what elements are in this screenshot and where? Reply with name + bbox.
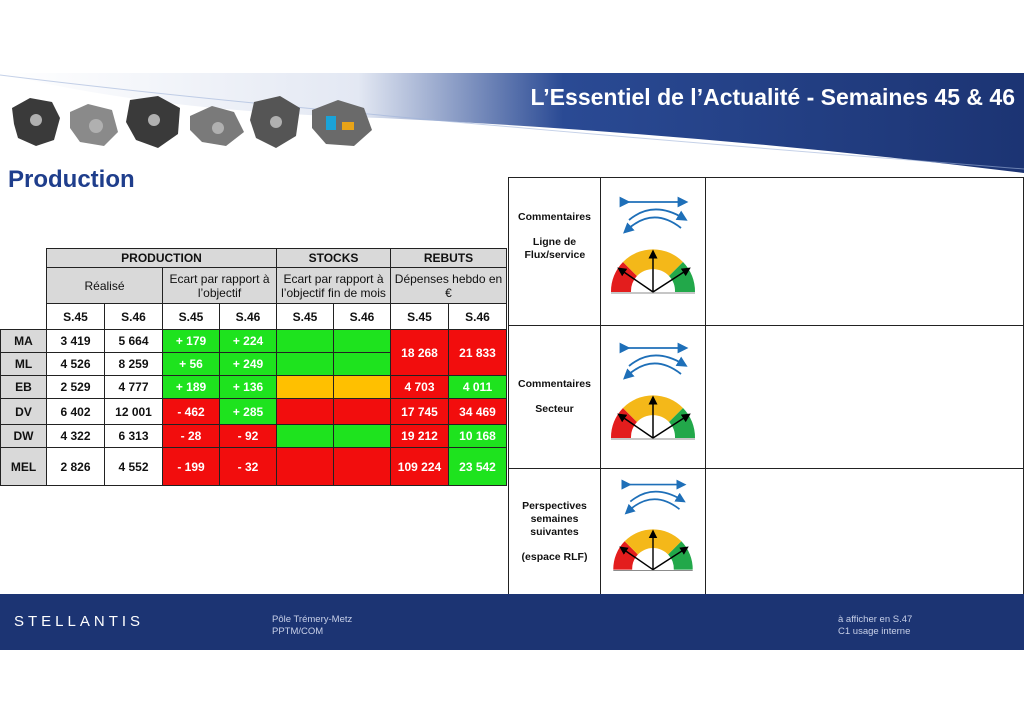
table-row: [1, 376, 507, 399]
comment-input-area[interactable]: [706, 326, 1024, 469]
comments-label: [509, 326, 601, 469]
footer-site: [272, 614, 352, 638]
depense-cell: 17 745: [391, 399, 449, 425]
realise-cell: 2 826: [47, 448, 105, 486]
ecart-cell: + 56: [163, 353, 220, 376]
stellantis-logo: STELLANTIS: [14, 613, 145, 630]
production-table: [0, 248, 507, 486]
ecart-cell: + 136: [220, 376, 277, 399]
label-line: Commentaires: [518, 211, 591, 223]
depense-cell: 109 224: [391, 448, 449, 486]
ecart-cell: - 92: [220, 425, 277, 448]
sub-depenses-hebdo: Dépenses hebdo en €: [391, 268, 507, 304]
row-label: DW: [1, 425, 47, 448]
gauge-icon: [607, 340, 699, 450]
depense-cell: 19 212: [391, 425, 449, 448]
depense-cell: 18 268: [391, 330, 449, 376]
table-row: [1, 330, 507, 353]
stock-cell: [277, 448, 334, 486]
comments-label: [509, 469, 601, 595]
stock-cell: [277, 330, 334, 353]
depense-cell: 21 833: [449, 330, 507, 376]
label-line: Secteur: [535, 403, 574, 415]
comments-label: [509, 178, 601, 326]
stock-cell: [277, 399, 334, 425]
corner-cell: [1, 268, 47, 304]
ecart-cell: + 224: [220, 330, 277, 353]
row-label: ML: [1, 353, 47, 376]
stock-cell: [334, 425, 391, 448]
week-header: S.46: [334, 304, 391, 330]
ecart-cell: - 199: [163, 448, 220, 486]
realise-cell: 6 313: [105, 425, 163, 448]
ecart-cell: - 462: [163, 399, 220, 425]
row-label: MA: [1, 330, 47, 353]
row-label: DV: [1, 399, 47, 425]
depense-cell: 4 703: [391, 376, 449, 399]
realise-cell: 4 322: [47, 425, 105, 448]
ecart-cell: + 179: [163, 330, 220, 353]
stock-cell: [334, 353, 391, 376]
depense-cell: 4 011: [449, 376, 507, 399]
depense-cell: 10 168: [449, 425, 507, 448]
group-production: PRODUCTION: [47, 249, 277, 268]
page-title: L’Essentiel de l’Actualité - Semaines 45 & 46: [530, 84, 1015, 110]
corner-cell: [1, 304, 47, 330]
ecart-cell: - 32: [220, 448, 277, 486]
week-header: S.46: [449, 304, 507, 330]
depense-cell: 23 542: [449, 448, 507, 486]
comments-row: [509, 326, 1024, 469]
gauge-icon: [607, 194, 699, 304]
realise-cell: 4 526: [47, 353, 105, 376]
realise-cell: 8 259: [105, 353, 163, 376]
ecart-cell: + 189: [163, 376, 220, 399]
gauge-cell: [601, 326, 706, 469]
group-stocks: STOCKS: [277, 249, 391, 268]
realise-cell: 4 777: [105, 376, 163, 399]
comments-row: [509, 469, 1024, 595]
ecart-cell: - 28: [163, 425, 220, 448]
row-label: MEL: [1, 448, 47, 486]
stock-cell: [277, 376, 334, 399]
ecart-cell: + 285: [220, 399, 277, 425]
label-line: Commentaires: [518, 378, 591, 390]
stock-cell: [334, 330, 391, 353]
gauge-cell: [601, 469, 706, 595]
sub-realise: Réalisé: [47, 268, 163, 304]
realise-cell: 4 552: [105, 448, 163, 486]
week-header: S.45: [163, 304, 220, 330]
realise-cell: 2 529: [47, 376, 105, 399]
realise-cell: 6 402: [47, 399, 105, 425]
engines-image: [8, 88, 378, 156]
footer-note: [838, 614, 912, 638]
week-header: S.45: [47, 304, 105, 330]
stock-cell: [277, 425, 334, 448]
group-rebuts: REBUTS: [391, 249, 507, 268]
gauge-cell: [601, 178, 706, 326]
ecart-cell: + 249: [220, 353, 277, 376]
corner-cell: [1, 249, 47, 268]
footer-note-line: à afficher en S.47: [838, 614, 913, 625]
gauge-icon: [607, 477, 699, 581]
label-line: Perspectives semaines suivantes: [522, 499, 587, 538]
table-row: [1, 399, 507, 425]
stock-cell: [334, 399, 391, 425]
week-header: S.45: [277, 304, 334, 330]
week-header: S.45: [391, 304, 449, 330]
section-title: Production: [8, 166, 135, 193]
stock-cell: [334, 448, 391, 486]
label-line: (espace RLF): [521, 550, 588, 563]
table-row: [1, 425, 507, 448]
realise-cell: 5 664: [105, 330, 163, 353]
table-row: [1, 448, 507, 486]
comments-grid: [508, 177, 1024, 595]
comment-input-area[interactable]: [706, 178, 1024, 326]
row-label: EB: [1, 376, 47, 399]
label-line: Ligne de Flux/service: [524, 236, 586, 261]
week-header: S.46: [105, 304, 163, 330]
comment-input-area[interactable]: [706, 469, 1024, 595]
realise-cell: 12 001: [105, 399, 163, 425]
sub-ecart-fin-mois: Ecart par rapport à l’objectif fin de mois: [277, 268, 391, 304]
week-header: S.46: [220, 304, 277, 330]
footer-note-line: C1 usage interne: [838, 626, 911, 637]
stock-cell: [334, 376, 391, 399]
sub-ecart-objectif: Ecart par rapport à l’objectif: [163, 268, 277, 304]
comments-row: [509, 178, 1024, 326]
stock-cell: [277, 353, 334, 376]
footer-site-line: PPTM/COM: [272, 626, 324, 637]
depense-cell: 34 469: [449, 399, 507, 425]
footer-site-line: Pôle Trémery-Metz: [272, 614, 353, 625]
realise-cell: 3 419: [47, 330, 105, 353]
